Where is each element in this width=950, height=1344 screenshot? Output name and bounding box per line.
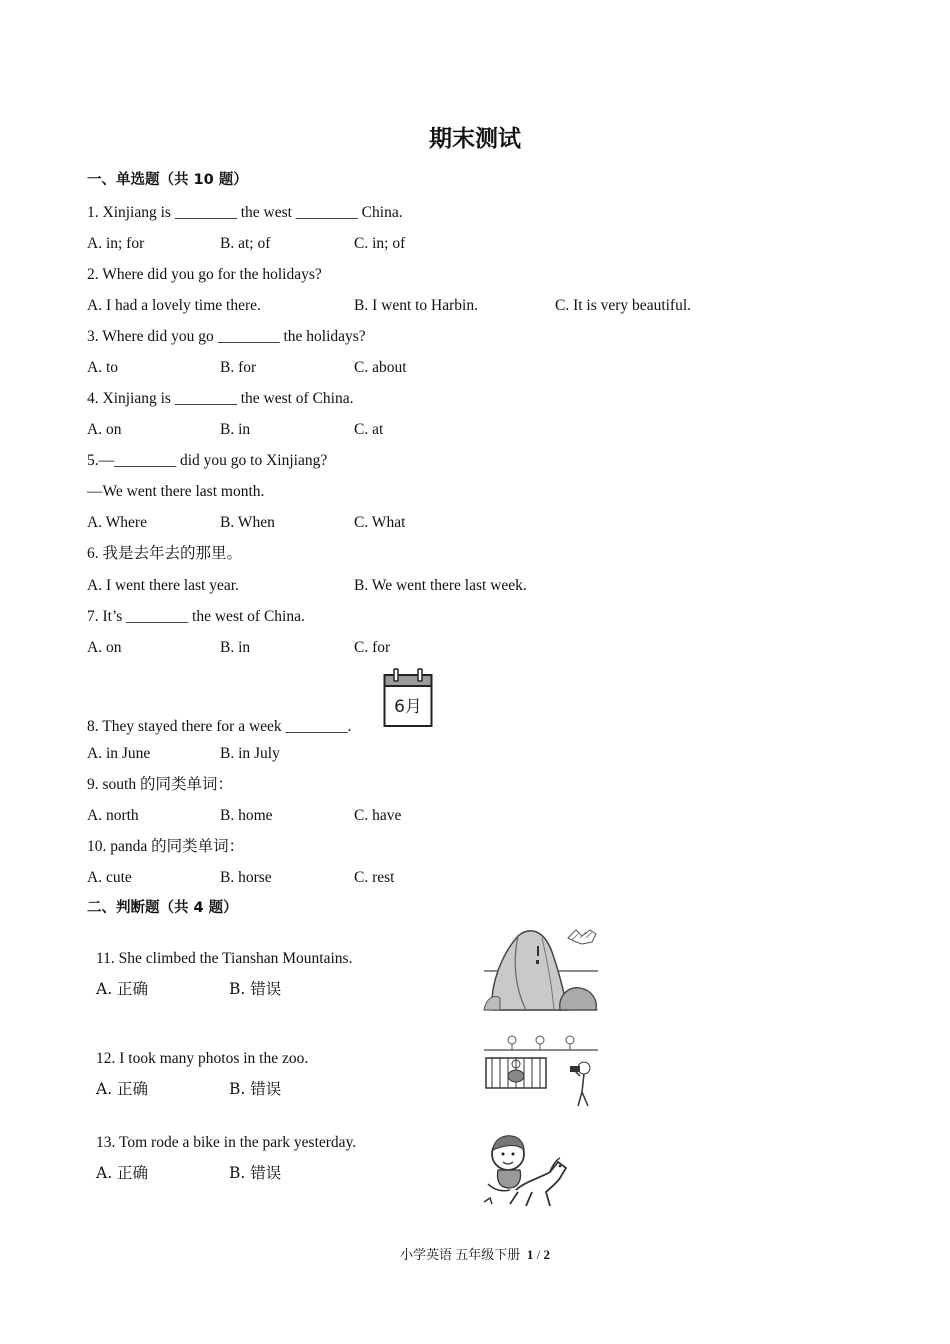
option-2a[interactable]: A. I had a lovely time there.: [87, 297, 261, 314]
option-1a[interactable]: A. in; for: [87, 235, 145, 252]
option-1b[interactable]: B. at; of: [220, 235, 271, 252]
question-8: 8. They stayed there for a week ________.: [87, 718, 352, 735]
question-1: 1. Xinjiang is ________ the west ________ China.: [87, 204, 403, 221]
question-5: 5.—________ did you go to Xinjiang?: [87, 452, 328, 469]
option-13b[interactable]: B. 错误: [229, 1164, 282, 1182]
option-3c[interactable]: C. about: [354, 359, 407, 376]
question-4: 4. Xinjiang is ________ the west of China.: [87, 390, 354, 407]
footer-subject: 小学英语 五年级下册: [400, 1247, 521, 1262]
page-title: 期末测试: [429, 126, 521, 152]
option-10a[interactable]: A. cute: [87, 869, 132, 886]
option-4c[interactable]: C. at: [354, 421, 384, 438]
option-9c[interactable]: C. have: [354, 807, 402, 824]
question-7: 7. It’s ________ the west of China.: [87, 608, 305, 625]
option-9a[interactable]: A. north: [87, 807, 139, 824]
zoo-photo-picture: [482, 1032, 600, 1112]
boy-riding-horse-picture: [480, 1132, 570, 1212]
question-5-reply: —We went there last month.: [87, 483, 265, 500]
footer-separator: /: [533, 1247, 544, 1262]
section-heading-single-choice: 一、单选题（共 10 题）: [87, 172, 248, 188]
option-7c[interactable]: C. for: [354, 639, 391, 656]
option-10c[interactable]: C. rest: [354, 869, 395, 886]
footer-total-pages: 2: [543, 1247, 550, 1262]
option-10b[interactable]: B. horse: [220, 869, 272, 886]
question-10: 10. panda 的同类单词：: [87, 838, 245, 855]
question-9: 9. south 的同类单词：: [87, 776, 233, 793]
question-3: 3. Where did you go ________ the holidays?: [87, 328, 366, 345]
option-8b[interactable]: B. in July: [220, 745, 280, 762]
option-11a[interactable]: A. 正确: [96, 980, 149, 998]
option-4b[interactable]: B. in: [220, 421, 251, 438]
option-4a[interactable]: A. on: [87, 421, 122, 438]
option-7a[interactable]: A. on: [87, 639, 122, 656]
option-9b[interactable]: B. home: [220, 807, 273, 824]
question-12: 12. I took many photos in the zoo.: [96, 1050, 309, 1067]
option-1c[interactable]: C. in; of: [354, 235, 406, 252]
question-6: 6. 我是去年去的那里。: [87, 545, 243, 562]
question-2: 2. Where did you go for the holidays?: [87, 266, 322, 283]
option-2b[interactable]: B. I went to Harbin.: [354, 297, 478, 314]
option-12b[interactable]: B. 错误: [229, 1080, 282, 1098]
option-8a[interactable]: A. in June: [87, 745, 151, 762]
option-5a[interactable]: A. Where: [87, 514, 147, 531]
option-11b[interactable]: B. 错误: [229, 980, 282, 998]
option-5c[interactable]: C. What: [354, 514, 406, 531]
option-12a[interactable]: A. 正确: [96, 1080, 149, 1098]
option-13a[interactable]: A. 正确: [96, 1164, 149, 1182]
option-3b[interactable]: B. for: [220, 359, 257, 376]
page-footer: [0, 1248, 950, 1261]
mountain-rock-picture: [482, 924, 600, 1016]
option-2c[interactable]: C. It is very beautiful.: [555, 297, 692, 314]
option-3a[interactable]: A. to: [87, 359, 118, 376]
option-6a[interactable]: A. I went there last year.: [87, 577, 239, 594]
question-13: 13. Tom rode a bike in the park yesterday.: [96, 1134, 357, 1151]
calendar-icon: [383, 666, 433, 728]
calendar-month-label: 6月: [394, 697, 422, 717]
option-6b[interactable]: B. We went there last week.: [354, 577, 527, 594]
option-5b[interactable]: B. When: [220, 514, 275, 531]
option-7b[interactable]: B. in: [220, 639, 251, 656]
question-11: 11. She climbed the Tianshan Mountains.: [96, 950, 353, 967]
footer-page-number: 1: [526, 1247, 534, 1262]
section-heading-true-false: 二、判断题（共 4 题）: [87, 900, 238, 916]
